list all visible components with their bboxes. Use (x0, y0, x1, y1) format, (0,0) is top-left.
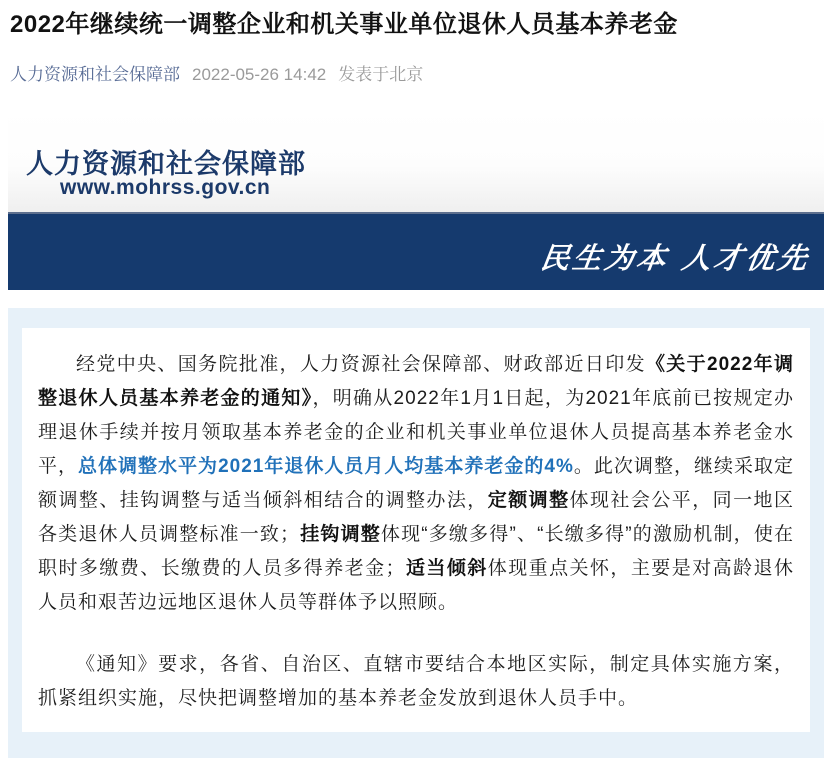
article-body-section (8, 308, 824, 758)
article-meta (10, 60, 423, 85)
p1-term-guagou: 挂钩调整 (300, 524, 381, 545)
p1-term-qingxie: 适当倾斜 (405, 558, 488, 579)
banner-slogan-calligraphy: 民生为本 人才优先 (538, 241, 813, 275)
article-paragraph-2 (38, 648, 794, 716)
account-name-link[interactable]: 人力资源和社会保障部 (10, 65, 180, 84)
publish-location: 发表于北京 (338, 65, 424, 84)
p1-seg5: 体现“多缴多得”、“长缴多得”的激励机制，使在职时多缴费、长缴费的人员多得养老金； (38, 524, 794, 579)
publish-timestamp: 2022-05-26 14:42 (192, 65, 327, 84)
article-body-card (22, 328, 810, 732)
p1-seg4: 体现社会公平，同一地区各类退休人员调整标准一致； (38, 490, 794, 545)
article-header (10, 8, 822, 43)
p1-lead: 经党中央、国务院批准，人力资源社会保障部、财政部近日印发 (76, 354, 646, 375)
banner-website-url: www.mohrss.gov.cn (60, 176, 271, 199)
article-paragraph-1 (38, 348, 794, 620)
p1-seg3: 。此次调整，继续采取定额调整、挂钩调整与适当倾斜相结合的调整办法， (38, 456, 794, 511)
p1-blue-highlight: 总体调整水平为2021年退休人员月人均基本养老金的4% (78, 456, 574, 477)
p1-seg6: 体现重点关怀，主要是对高龄退休人员和艰苦边远地区退休人员等群体予以照顾。 (38, 558, 794, 613)
banner-org-name: 人力资源和社会保障部 (26, 149, 306, 179)
page-title: 2022年继续统一调整企业和机关事业单位退休人员基本养老金 (10, 11, 678, 38)
p1-seg2: ，明确从2022年1月1日起，为2021年底前已按规定办理退休手续并按月领取基本养老金的企业和机关事业单位退休人员提高基本养老金水平， (38, 388, 794, 477)
p1-notice-title-bold: 《关于2022年调整退休人员基本养老金的通知》 (38, 354, 794, 409)
p2-text: 《通知》要求，各省、自治区、直辖市要结合本地区实际，制定具体实施方案，抓紧组织实施，尽快把调整增加的基本养老金发放到退休人员手中。 (38, 654, 794, 709)
banner-top-area (8, 110, 824, 212)
p1-term-dinge: 定额调整 (487, 490, 570, 511)
banner-image[interactable] (8, 110, 824, 290)
banner-navy-band (8, 212, 824, 290)
